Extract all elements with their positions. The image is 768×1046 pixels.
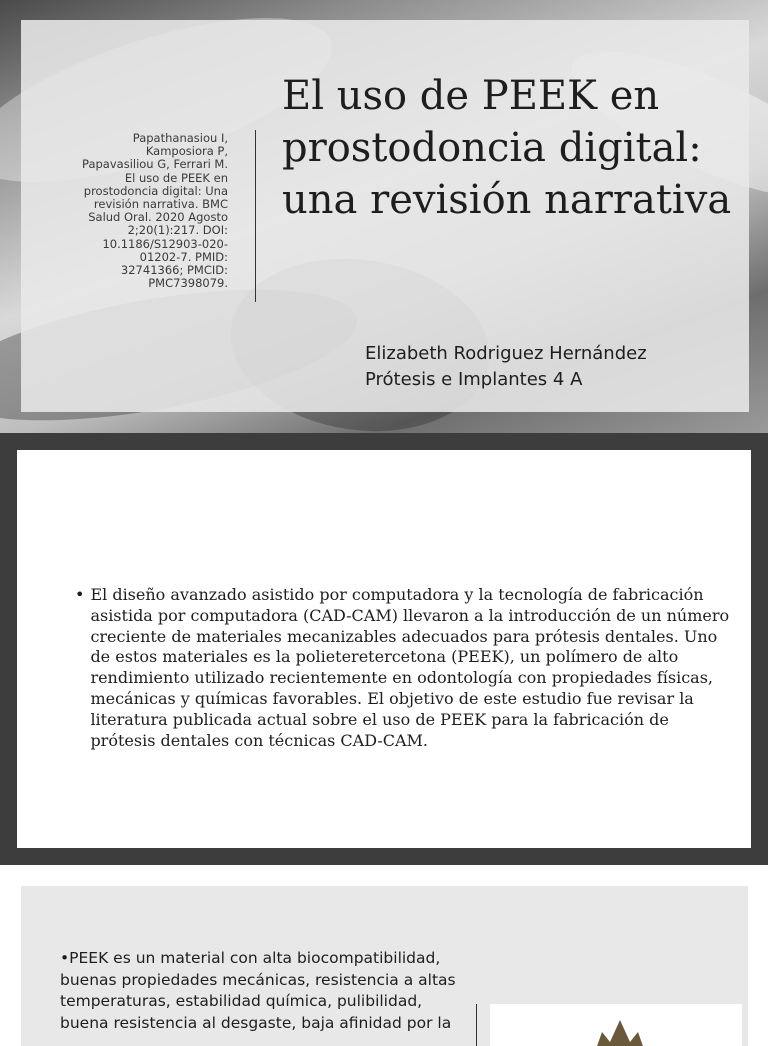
abstract-card xyxy=(17,450,751,848)
peek-properties-slide xyxy=(21,886,748,1046)
citation-text: Papathanasiou I, Kamposiora P, Papavasiliou G, Ferrari M. El uso de PEEK en prostodoncia digital: Una revisión narrativa. BMC Salud Oral. 2020 Agosto 2;20(1):217. DOI: 10.1186/S12903-020-01202-7. PMID: 32741366; PMCID: PMC7398079. xyxy=(82,131,228,291)
author-name: Elizabeth Rodriguez Hernández xyxy=(365,343,647,364)
abstract-bullet xyxy=(75,585,735,751)
abstract-text: El diseño avanzado asistido por computadora y la tecnología de fabricación asistida por computadora (CAD-CAM) llevaron a la introducción de un número creciente de materiales mecanizables adecuados para prótesis dentales. Uno de estos materiales es la polieteretercetona (PEEK), un polímero de alto rendimiento utilizado recientemente en odontología con propiedades físicas, mecánicas y químicas favorables. El objetivo de este estudio fue revisar la literatura publicada actual sobre el uso de PEEK para la fabricación de prótesis dentales con técnicas CAD-CAM. xyxy=(90,585,730,750)
author-block xyxy=(365,341,725,393)
title-slide xyxy=(0,0,768,433)
divider-line xyxy=(476,1004,477,1046)
bullet-icon: • xyxy=(75,585,85,604)
dental-crown-icon xyxy=(590,1012,650,1046)
course-name: Prótesis e Implantes 4 A xyxy=(365,369,583,390)
dental-image xyxy=(490,1004,742,1046)
divider-line xyxy=(255,130,256,302)
abstract-slide xyxy=(0,433,768,865)
slide-title: El uso de PEEK en prostodoncia digital: una revisión narrativa xyxy=(282,73,732,223)
properties-text: •PEEK es un material con alta biocompatibilidad, buenas propiedades mecánicas, resistencia a altas temperaturas, estabilidad química, pulibilidad, buena resistencia al desgaste, baja afinidad por la xyxy=(60,949,456,1032)
